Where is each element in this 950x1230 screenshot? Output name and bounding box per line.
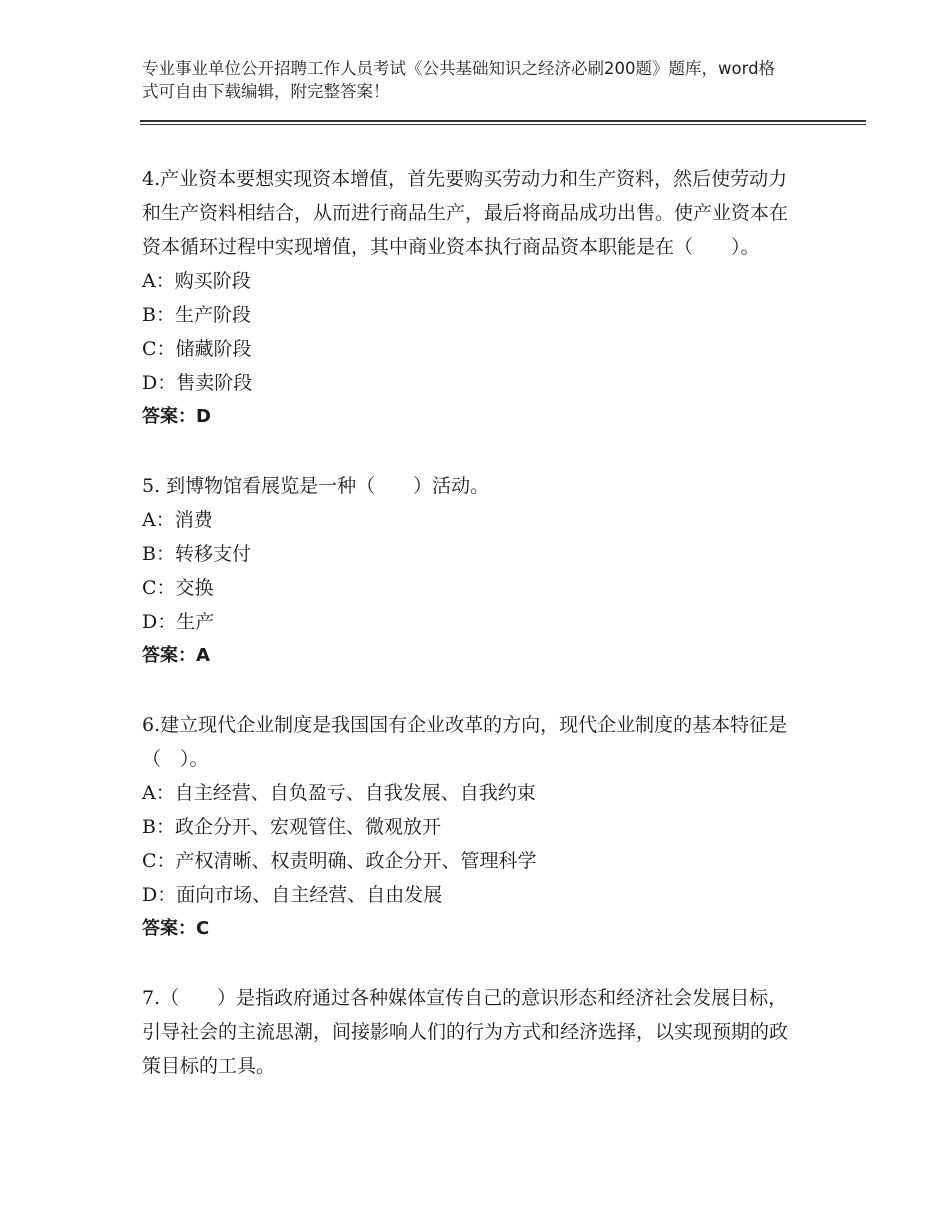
question-stem: 5. 到博物馆看展览是一种（ ）活动。 [142,475,490,497]
answer-text: 答案：C [142,918,210,939]
answer-text: 答案：A [142,645,210,666]
header-divider-thick [140,120,866,122]
question-list [142,162,802,1118]
option-c: C：储藏阶段 [142,338,252,360]
question-stem: 6.建立现代企业制度是我国国有企业改革的方向，现代企业制度的基本特征是（ ）。 [142,714,788,770]
header-divider-thin [140,124,866,125]
option-a: A：购买阶段 [142,270,251,292]
option-b: B：生产阶段 [142,304,251,326]
option-d: D：售卖阶段 [142,372,253,394]
question-item [142,981,802,1083]
question-stem: 4.产业资本要想实现资本增值，首先要购买劳动力和生产资料，然后使劳动力和生产资料相结合，从而进行商品生产，最后将商品成功出售。使产业资本在资本循环过程中实现增值，其中商业资本执行商品资本职能是在（ ）。 [142,168,789,258]
option-d: D：生产 [142,611,215,633]
question-item [142,469,802,673]
answer-text: 答案：D [142,406,211,427]
option-b: B：政企分开、宏观管住、微观放开 [142,816,441,838]
option-c: C：交换 [142,577,214,599]
question-item [142,708,802,946]
option-d: D：面向市场、自主经营、自由发展 [142,884,443,906]
option-a: A：自主经营、自负盈亏、自我发展、自我约束 [142,782,536,804]
question-stem: 7.（ ）是指政府通过各种媒体宣传自己的意识形态和经济社会发展目标，引导社会的主流思潮，间接影响人们的行为方式和经济选择，以实现预期的政策目标的工具。 [142,987,789,1077]
option-c: C：产权清晰、权责明确、政企分开、管理科学 [142,850,537,872]
document-header: 专业事业单位公开招聘工作人员考试《公共基础知识之经济必刷200题》题库，word格式可自由下载编辑，附完整答案！ [142,59,776,101]
question-item [142,162,802,434]
option-a: A：消费 [142,509,213,531]
option-b: B：转移支付 [142,543,251,565]
